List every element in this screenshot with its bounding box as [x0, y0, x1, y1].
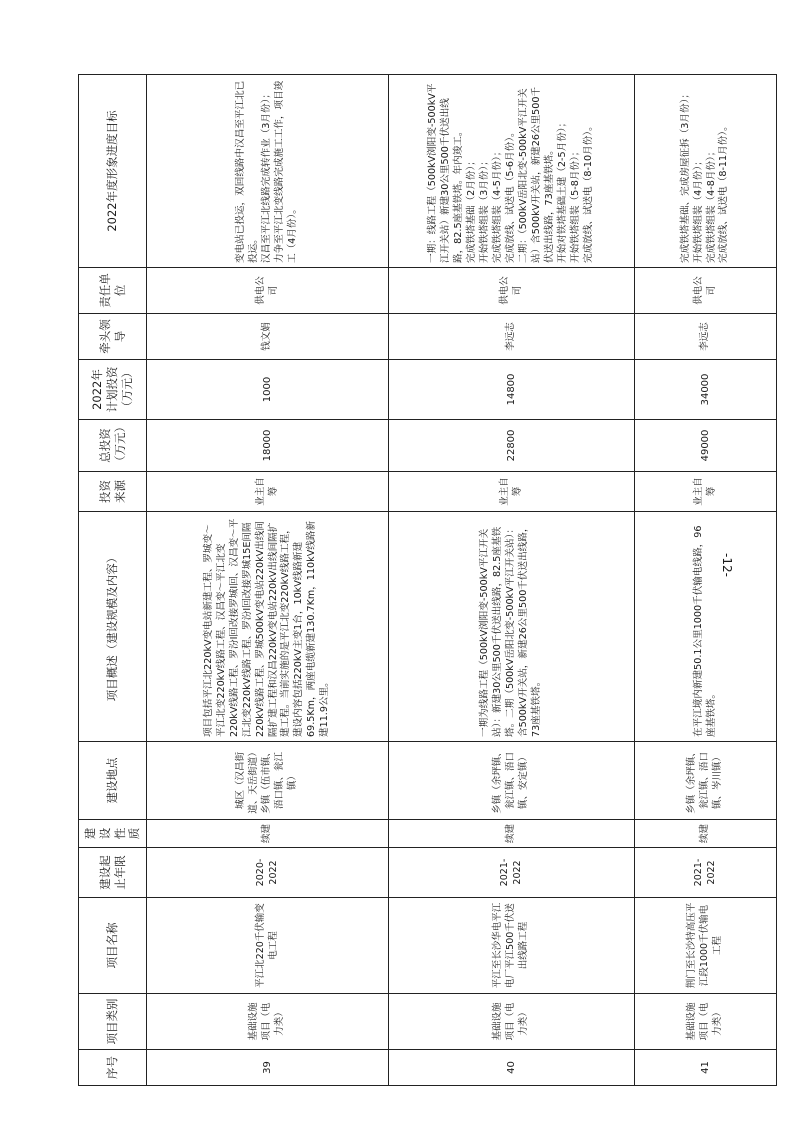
header-source: 投资来源 — [79, 472, 147, 512]
header-period: 建设起止年限 — [79, 848, 147, 898]
cell-unit: 供电公司 — [389, 268, 635, 314]
header-row — [79, 75, 147, 1086]
cell-target: 一期：线路工程（500kV浏阳变-500kV平江开关站）新建30公里500千伏送出线路，82.5座基铁塔。年内竣工。 完成铁塔基础（2月份）； 开始铁塔组装（3月份）； 完成铁塔组装（4-5月份）； 完成放线、试送电（5-6月份）。 二期：（500kV岳阳北变-500kV平江开关站）含500kV开关站，新建26公里500千伏送出线路，73座基铁塔。 开始对铁塔基础土建（2-5月份）； 开始铁塔组装（5-8月份）； 完成放线、试送电（8-10月份）。 — [389, 75, 635, 268]
table-row — [389, 75, 635, 1086]
cell-nature: 续建 — [635, 820, 777, 848]
header-seq: 序号 — [79, 1050, 147, 1086]
cell-lead: 李远志 — [635, 314, 777, 360]
cell-nature: 续建 — [389, 820, 635, 848]
cell-category: 基础设施项目（电力类） — [147, 994, 389, 1050]
cell-overview: 项目包括平江北220kV变电站新建工程、罗城变～平江北变220kV线路工程、汉昌变～平江北变220kV线路工程、罗汾Ⅰ回改接罗城Ⅰ回、汉昌变～平江北变220kV线路工程、罗汾Ⅰ回改接罗城15E间隔220kV线路工程、罗城500kV变电站220kV出线间隔扩建工程和汉昌220kV变电站220kV出线间隔扩建工程。当前实施的是平江北变220kV线路工程，建设内容包括220kV主变1台，10kV线路新建69.5Km，两座电缆新建130.7Km，110kV线路新建11.9公里。 — [147, 512, 389, 742]
cell-category: 基础设施项目（电力类） — [635, 994, 777, 1050]
cell-seq: 39 — [147, 1050, 389, 1086]
cell-seq: 41 — [635, 1050, 777, 1086]
cell-location: 乡镇（余坪镇、瓮江镇、浯口镇、岑川镇） — [635, 742, 777, 820]
cell-unit: 供电公司 — [635, 268, 777, 314]
cell-total: 49000 — [635, 420, 777, 472]
table-row — [147, 75, 389, 1086]
cell-category: 基础设施项目（电力类） — [389, 994, 635, 1050]
cell-lead: 钱文娟 — [147, 314, 389, 360]
header-location: 建设地点 — [79, 742, 147, 820]
header-name: 项目名称 — [79, 898, 147, 994]
cell-unit: 供电公司 — [147, 268, 389, 314]
header-total: 总投资（万元） — [79, 420, 147, 472]
cell-overview: 在平江境内新建50.1公里1000千伏输电线路，96座基铁塔。 — [635, 512, 777, 742]
cell-source: 业主自筹 — [389, 472, 635, 512]
cell-name: 平江北220千伏输变电工程 — [147, 898, 389, 994]
cell-plan2022: 1000 — [147, 360, 389, 420]
cell-source: 业主自筹 — [635, 472, 777, 512]
cell-period: 2020-2022 — [147, 848, 389, 898]
cell-location: 乡镇（余坪镇、瓮江镇、浯口镇、安定镇） — [389, 742, 635, 820]
cell-nature: 续建 — [147, 820, 389, 848]
cell-source: 业主自筹 — [147, 472, 389, 512]
cell-name: 荆门至长沙特高压平江段1000千伏输电工程 — [635, 898, 777, 994]
table-row — [635, 75, 777, 1086]
cell-overview: 一期为线路工程（500kV浏阳变-500kV平江开关站）：新建30公里500千伏送出线路，82.5座基铁塔。二期（500kV岳阳北变-500kV平江开关站）：含500kV开关站，新建26公里500千伏送出线路，73座基铁塔。 — [389, 512, 635, 742]
page-number: -12- — [720, 553, 734, 577]
cell-target: 完成铁塔基础、完成房屋征拆（3月份）； 开始铁塔组装（4月份）； 完成铁塔组装（4-8月份）； 完成放线、试送电（8-11月份）。 — [635, 75, 777, 268]
cell-total: 22800 — [389, 420, 635, 472]
cell-period: 2021-2022 — [635, 848, 777, 898]
header-lead: 牵头领导 — [79, 314, 147, 360]
header-category: 项目类别 — [79, 994, 147, 1050]
cell-name: 平江至长沙华电平江电厂平江500千伏送出线路工程 — [389, 898, 635, 994]
header-unit: 责任单位 — [79, 268, 147, 314]
project-table — [78, 74, 777, 1086]
cell-plan2022: 14800 — [389, 360, 635, 420]
header-plan2022: 2022年计划投资（万元） — [79, 360, 147, 420]
cell-total: 18000 — [147, 420, 389, 472]
header-target: 2022年度形象进度目标 — [79, 75, 147, 268]
rotated-table-wrapper — [78, 75, 776, 1086]
cell-location: 城区（汉昌街道、天岳街道）乡镇（伍市镇、浯口镇、瓮江镇） — [147, 742, 389, 820]
cell-seq: 40 — [389, 1050, 635, 1086]
cell-lead: 李远志 — [389, 314, 635, 360]
cell-target: 变电站已投运，双回线路中汉昌至平江北已投运。 汉昌至平江北线路完成转作业（3月份）； 力争至平江北变线路完成施工工作，项目竣工（4月份）。 — [147, 75, 389, 268]
cell-plan2022: 34000 — [635, 360, 777, 420]
header-nature: 建设性质 — [79, 820, 147, 848]
cell-period: 2021-2022 — [389, 848, 635, 898]
header-overview: 项目概述（建设规模及内容） — [79, 512, 147, 742]
